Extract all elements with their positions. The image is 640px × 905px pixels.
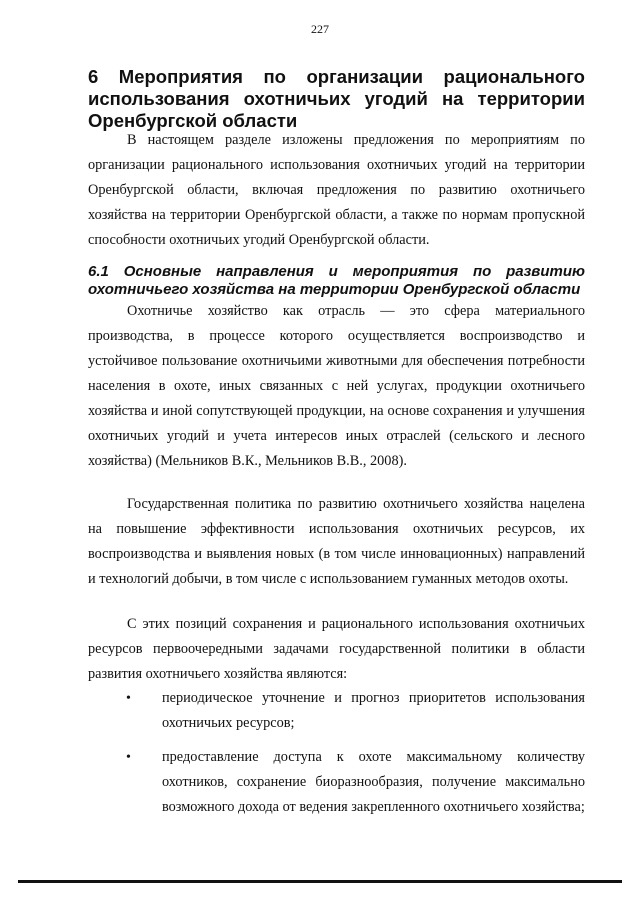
paragraph-state-policy: Государственная политика по развитию охотничьего хозяйства нацелена на повышение эффективности использования охотничьих ресурсов, их воспроизводства и выявления новых (в том числе инновационных) направлений и технологий добычи, в том числе с использованием гуманных методов охоты. — [88, 496, 585, 587]
priority-list — [88, 686, 585, 820]
bullet-icon: • — [126, 691, 131, 706]
section-heading: 6 Мероприятия по организации рационального использования охотничьих угодий на территории Оренбургской области — [88, 66, 585, 131]
list-item-text: периодическое уточнение и прогноз приоритетов использования охотничьих ресурсов; — [162, 690, 585, 731]
paragraph-priorities: С этих позиций сохранения и рационального использования охотничьих ресурсов первоочередными задачами государственной политики в области развития охотничьего хозяйства являются: — [88, 616, 585, 682]
list-item — [88, 686, 585, 736]
list-item — [88, 745, 585, 820]
bullet-icon: • — [126, 750, 131, 765]
page-number: 227 — [311, 22, 329, 36]
intro-paragraph: В настоящем разделе изложены предложения по мероприятиям по организации рационального использования охотничьих угодий на территории Оренбургской области, включая предложения по развитию охотничьего хозяйства на территории Оренбургской области, а также по нормам пропускной способности охотничьих угодий Оренбургской области. — [88, 132, 585, 248]
paragraph-definition: Охотничье хозяйство как отрасль — это сфера материального производства, в процессе которого осуществляется воспроизводство и устойчивое пользование охотничьими животными для обеспечения потребности населения в охоте, иных связанных с ней услугах, продукции охотничьего хозяйства и иной сопутствующей продукции, на основе сохранения и улучшения охотничьих угодий и учета интересов иных отраслей (сельского и лесного хозяйства) (Мельников В.К., Мельников В.В., 2008). — [88, 303, 585, 469]
subsection-heading: 6.1 Основные направления и мероприятия по развитию охотничьего хозяйства на территории Оренбургской области — [88, 263, 585, 298]
bottom-rule — [18, 880, 622, 883]
list-item-text: предоставление доступа к охоте максимальному количеству охотников, сохранение биоразнообразия, получение максимально возможного дохода от ведения закрепленного охотничьего хозяйства; — [162, 749, 585, 815]
